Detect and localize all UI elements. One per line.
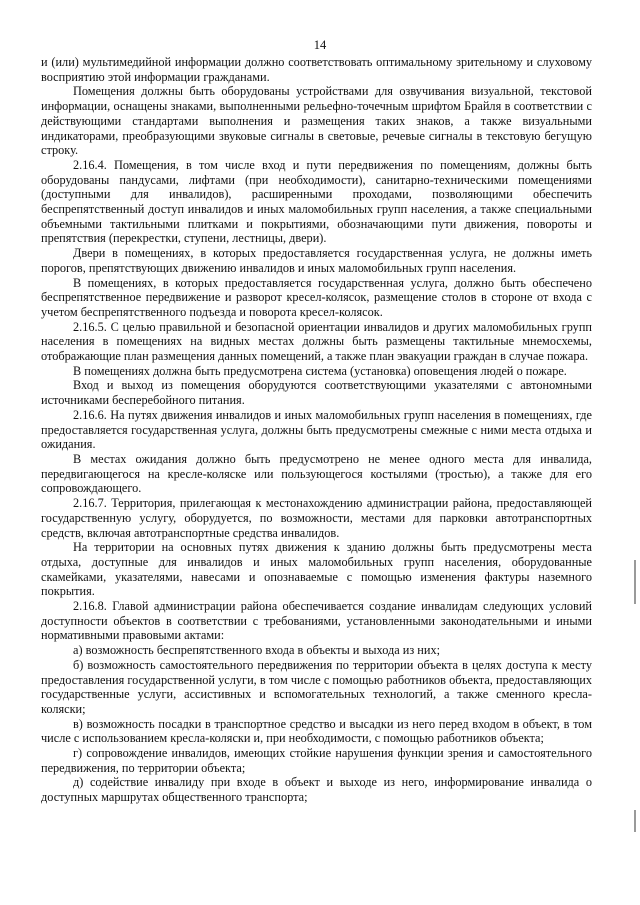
list-item-a: а) возможность беспрепятственного входа в объекты и выхода из них; xyxy=(73,643,441,658)
list-item-b: б) возможность самостоятельного передвижения по территории объекта в целях доступа к месту предоставления государственной услуги, в том числе с помощью работников объекта, предоставляющих государственные услуги, ассистивных и вспомогательных технологий, а также сменного кресла-коляски; xyxy=(41,657,592,716)
paragraph-waiting-places: В местах ожидания должно быть предусмотрено не менее одного места для инвалида, передвигающегося на кресле-коляске или пользующегося костылями (тростью), а также для его сопровождающего. xyxy=(41,451,592,496)
page-number: 14 xyxy=(313,38,327,52)
list-item-v: в) возможность посадки в транспортное средство и высадки из него перед входом в объект, в том числе с использованием кресла-коляски и, при необходимости, с помощью работников объекта; xyxy=(41,716,592,746)
paragraph-tactile-and-audio-equipment: Помещения должны быть оборудованы устройствами для озвучивания визуальной, текстовой информации, оснащены знаками, выполненными рельефно-точечным шрифтом Брайля в соответствии с действующими стандартами выполнения и размещения таких знаков, а также визуальными индикаторами, преобразующими звуковые сигналы в световые, речевые сигналы в текстовую бегущую строку. xyxy=(41,84,592,158)
scan-edge-mark xyxy=(634,560,636,604)
document-body xyxy=(41,55,592,805)
paragraph-doors-without-thresholds: Двери в помещениях, в которых предоставляется государственная услуга, не должны иметь порогов, препятствующих движению инвалидов и иных маломобильных групп населения. xyxy=(41,246,592,275)
list-item-g: г) сопровождение инвалидов, имеющих стойкие нарушения функции зрения и самостоятельного передвижения, по территории объекта; xyxy=(41,746,592,775)
paragraph-continuation: и (или) мультимедийной информации должно соответствовать оптимальному зрительному и слуховому восприятию этой информации гражданами. xyxy=(41,55,592,84)
paragraph-wheelchair-movement: В помещениях, в которых предоставляется государственная услуга, должно быть обеспечено беспрепятственное передвижение и разворот кресел-колясок, размещение столов в стороне от входа с учетом беспрепятственного подъезда и поворота кресел-колясок. xyxy=(41,275,592,319)
paragraph-2-16-7: 2.16.7. Территория, прилегающая к местонахождению администрации района, предоставляющей государственную услугу, оборудуется, по возможности, местами для парковки автотранспортных средств, включая автотранспортные средства инвалидов. xyxy=(41,496,592,540)
paragraph-fire-alarm: В помещениях должна быть предусмотрена система (установка) оповещения людей о пожаре. xyxy=(73,363,567,378)
paragraph-2-16-4: 2.16.4. Помещения, в том числе вход и пути передвижения по помещениям, должны быть оборудованы пандусами, лифтами (при необходимости), санитарно-техническими помещениями (доступными для инвалидов), расширенными проходами, позволяющими обеспечить беспрепятственный доступ инвалидов и иных маломобильных групп населения, а также специальными объемными тактильными плитками и покрытиями, обозначающими пути движения, повороты и препятствия (перекрестки, ступени, лестницы, двери). xyxy=(41,157,592,246)
list-item-d: д) содействие инвалиду при входе в объект и выходе из него, информирование инвалида о доступных маршрутах общественного транспорта; xyxy=(41,775,592,805)
paragraph-2-16-6: 2.16.6. На путях движения инвалидов и иных маломобильных групп населения в помещениях, где предоставляется государственная услуга, должны быть предусмотрены смежные с ними места отдыха и ожидания. xyxy=(41,407,592,452)
paragraph-2-16-5: 2.16.5. С целью правильной и безопасной ориентации инвалидов и других маломобильных групп населения в помещениях на видных местах должны быть размещены тактильные мнемосхемы, отображающие план размещения данных помещений, а также план эвакуации граждан в случае пожара. xyxy=(41,319,592,364)
paragraph-rest-places: На территории на основных путях движения к зданию должны быть предусмотрены места отдыха, доступные для инвалидов и иных маломобильных групп населения, оборудованные скамейками, указателями, навесами и опознаваемые с помощью изменения фактуры наземного покрытия. xyxy=(41,540,592,599)
scan-edge-mark xyxy=(634,810,636,832)
paragraph-entrance-signs: Вход и выход из помещения оборудуются соответствующими указателями с автономными источниками бесперебойного питания. xyxy=(41,378,592,408)
paragraph-2-16-8: 2.16.8. Главой администрации района обеспечивается создание инвалидам следующих условий доступности объектов в соответствии с требованиями, установленными законодательными и иными нормативными правовыми актами: xyxy=(41,599,592,643)
